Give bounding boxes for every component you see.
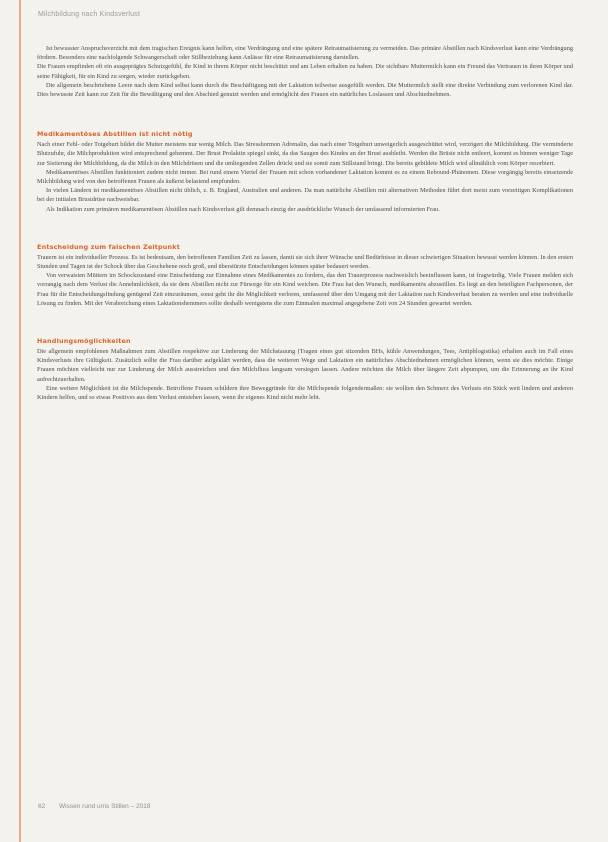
section-heading: Handlungsmöglichkeiten [37, 337, 131, 346]
body-paragraph: Ist bewusster Anspruchsverzicht mit dem tragischen Ereignis kann helfen, eine Verdrängung und eine spätere Retraumatisierung zu vermeiden. Das primäre Abstillen nach Kindsverlust kann eine Verdrängung fördern. Besonders eine nachfolgende Schwangerschaft oder Stillbeziehung kann Anlässe für eine Retraumatisierung darstellen. [37, 45, 573, 62]
footer-dash: – [128, 803, 137, 810]
section-handlungsmoeglichkeiten [37, 337, 573, 402]
body-paragraph: Eine weitere Möglichkeit ist die Milchspende. Betroffene Frauen schildern ihre Beweggründe für die Milchspende folgendermaßen: sie wollten den Schmerz des Verlusts ein Stück weit lindern und anderen Kindern helfen, und so etwas Positives aus dem Verlust entstehen lassen, wenn ihr eigenes Kind nicht mehr lebt. [37, 384, 573, 402]
body-paragraph: Als Indikation zum primären medikamentösen Abstillen nach Kindsverlust gilt demnach einzig der ausdrückliche Wunsch der umfassend informierten Frau. [46, 205, 440, 213]
body-paragraph: Nach einer Fehl- oder Totgeburt bildet die Mutter meistens nur wenig Milch. Das Stresshormon Adrenalin, das nach einer Totgeburt unweigerlich ausgeschüttet wird, verzögert die Milchbildung. Die verminderte Blutzufuhr, die Milchproduktion wird entsprechend gehemmt. Der Brust Prolaktin spiegel sinkt, da das Saugen des Kindes an der Brust ausbleibt. Werden die Brüste nicht entleert, kommt es binnen weniger Tage zur Sistierung der Milchbildung, da die Milch in den Milchdrüsen und die umliegenden Zellen drückt und sie somit zum Stillstand bringt. Die bereits gebildete Milch wird allmählich vom Körper resorbiert. [37, 141, 573, 167]
section-entscheidung [37, 243, 573, 308]
left-accent-rule [19, 0, 21, 842]
body-paragraph: Die allgemein empfohlenen Maßnahmen zum Abstillen respektive zur Linderung der Milchstauung (Tragen eines gut sitzenden BHs, kühle Anwendungen, Tees, Antiphlogistika) erhalten auch im Fall eines Kindsverlusts ihre Gültigkeit. Zusätzlich sollte die Frau darüber aufgeklärt werden, dass die weiteren Wege und Laktation ein natürliches Abschiednehmen ermöglichen können, wenn sie dies möchte. Einige Frauen möchten vielleicht nur zur Linderung der Milch ausstreichen und den Milchfluss langsam versiegen lassen. Andere möchten die Milch über längere Zeit abpumpen, um die Erinnerung an ihr Kind aufrechtzuerhalten. [37, 348, 573, 383]
body-paragraph: Medikamentöses Abstillen funktioniert zudem nicht immer. Bei rund einem Viertel der Frauen mit schon vorhandener Laktation kommt es zu einem Rebound-Phänomen. Diese vorgängig bereits einsetzende Milchbildung wird von den betroffenen Frauen als äußerst belastend empfunden. [37, 168, 573, 186]
section-heading: Entscheidung zum falschen Zeitpunkt [37, 242, 180, 251]
article-body [37, 44, 573, 402]
body-paragraph: In vielen Ländern ist medikamentöses Abstillen nicht üblich, z. B. England, Australien und anderen. Da man natürliche Abstillen mit alternativen Methoden führt dort meist zum vorzeitigen Komplikationen bei der initialen Brustdrüse nachweisbar. [37, 187, 573, 204]
body-paragraph: Von verwaisten Müttern im Schockzustand eine Entscheidung zur Einnahme eines Medikamentes zu fordern, das den Trauerprozess nachweislich beeinflussen kann, ist fragwürdig. Viele Frauen melden sich vorrangig nach dem Verlust die Annehmlichkeit, da sie dem Abstillen nicht zur Fürsorge für ein Kind weichen. Die Frau hat den Wunsch, medikamentös abzustillen. Es liegt an den beteiligten Fachpersonen, der Frau für die Entscheidungsfindung genügend Zeit einzuräumen, sonst geht ihr die Möglichkeit verloren, umfassend über den Umgang mit der Laktation nach Kindsverlust beraten zu werden und eine individuelle Lösung zu finden. Mit der Verabreichung eines Laktationshemmers sollte deshalb wenigstens die zum Einmalen maximal angegebene Zeit von 24 Stunden gewartet werden. [37, 272, 573, 307]
intro-section [37, 44, 573, 99]
body-paragraph: Trauern ist ein individueller Prozess. Es ist bedeutsam, den betroffenen Familien Zeit zu lassen, damit sie sich ihrer Wünsche und Bedürfnisse in dieser schwierigen Situation bewusst werden können. In den ersten Stunden und Tagen ist der Schock über das Geschehene noch groß, und überstürzte Entscheidungen können später bedauert werden. [37, 253, 573, 271]
footer-year: 2018 [136, 803, 151, 810]
page-number: 62 [38, 803, 46, 810]
running-header: Milchbildung nach Kindsverlust [38, 11, 141, 18]
journal-title: Wissen rund ums Stillen [59, 803, 129, 810]
footer-separator [51, 803, 53, 810]
body-paragraph: Die allgemein beschriebene Leere nach dem Kind selbst kann durch die Beschäftigung mit der Laktation teilweise ausgefüllt werden. Die Muttermilch stellt eine direkte Verbindung zum verlorenen Kind dar. Dies bewusste Zeit kann zur Zeit für die Bewältigung und den Abschied genutzt werden und ermöglicht den Frauen ein natürliches Loslassen und Abschiednehmen. [37, 81, 573, 99]
section-medikamentoeses-abstillen [37, 130, 573, 214]
page-footer [38, 803, 150, 810]
section-heading: Medikamentöses Abstillen ist nicht nötig [37, 130, 193, 139]
body-paragraph: Die Frauen empfinden oft ein ausgeprägtes Schutzgefühl, ihr Kind in ihrem Körper nicht beschützt und am Leben erhalten zu haben. Die sichtbare Muttermilch kann ein Freund das Vertrauen in ihren Körper und seine Fähigkeit, für ein Kind zu sorgen, wieder zurückgeben. [37, 63, 573, 80]
